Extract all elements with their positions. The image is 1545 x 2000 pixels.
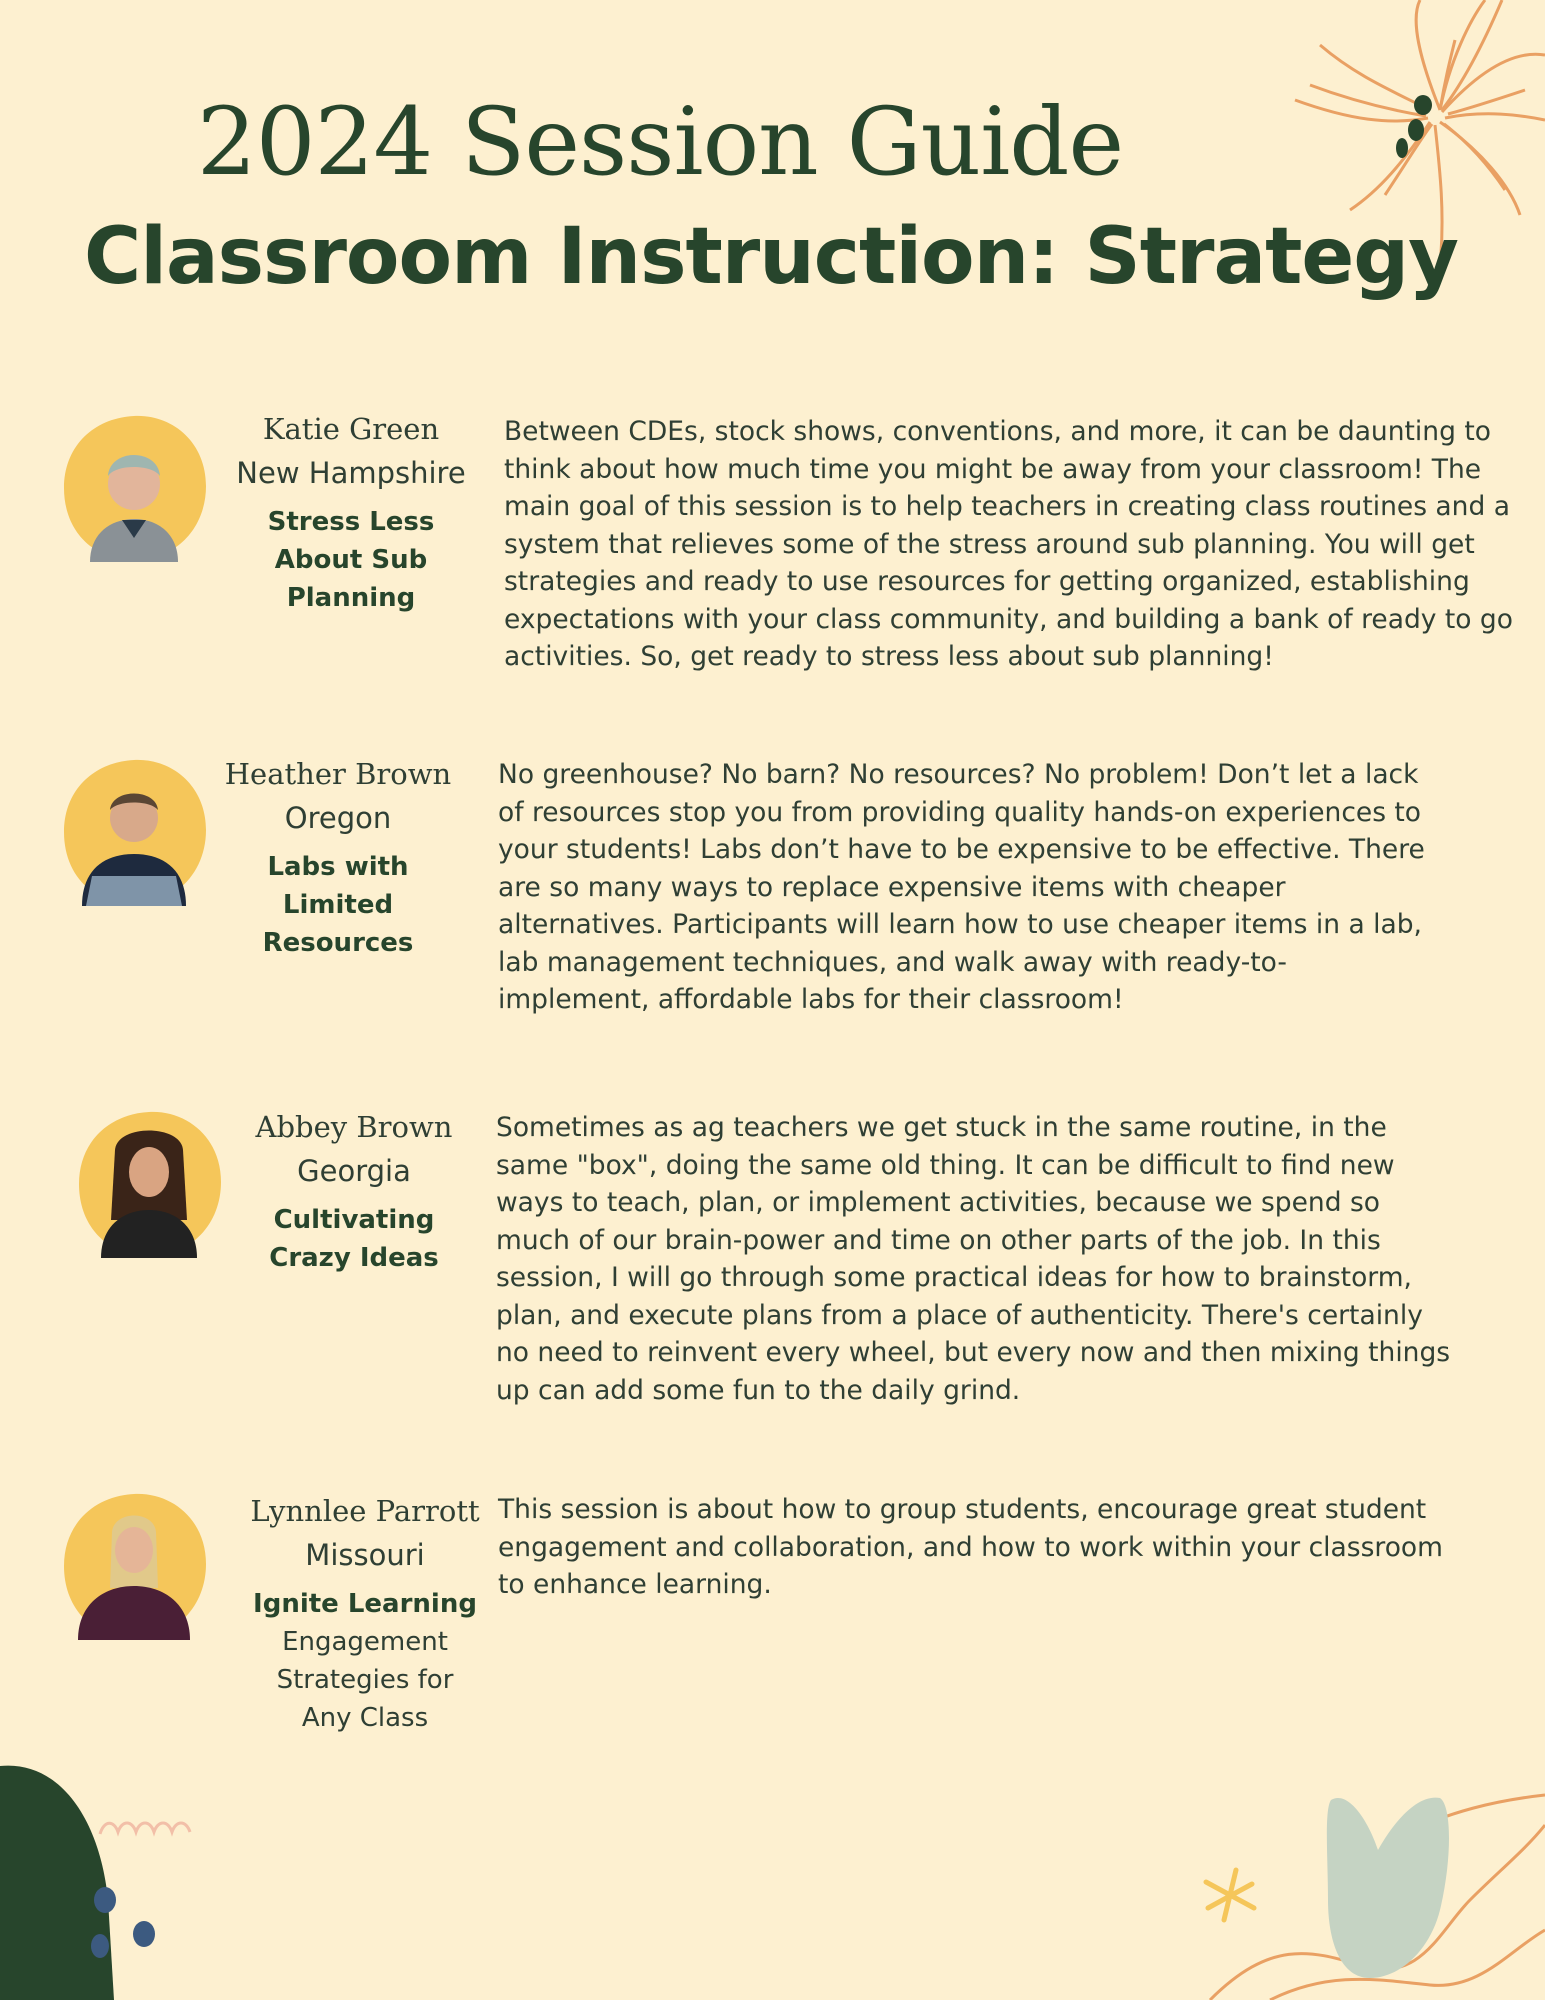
leaf-decoration-icon [1190, 1780, 1545, 2000]
session-title: Labs with Limited Resources [262, 852, 414, 958]
speaker-info [212, 752, 464, 962]
session-description: Sometimes as ag teachers we get stuck in the same routine, in the same "box", doing the same old thing. It can be difficult to find new ways to teach, plan, or implement activities, because we spend so much of our brain-power and time on other parts of the job. In this session, I will go through some practical ideas for how to brainstorm, plan, and execute plans from a place of authenticity. There's certainly no need to reinvent every wheel, but every now and then mixing things up can add some fun to the daily grind. [496, 1112, 1451, 1406]
speaker-name: Heather Brown [224, 757, 452, 791]
speaker-name: Lynnlee Parrott [250, 1494, 480, 1528]
session-description: Between CDEs, stock shows, conventions, and more, it can be daunting to think about how much time you might be away from your classroom! The main goal of this session is to help teachers in creating class routines and a system that relieves some of the stress around sub planning. You will get strategies and ready to use resources for getting organized, establishing expectations with your class community, and building a bank of ready to go activities. So, get ready to stress less about sub planning! [504, 416, 1513, 672]
avatar [60, 414, 208, 562]
page-subtitle: Classroom Instruction: Strategy [84, 212, 1458, 302]
speaker-name: Abbey Brown [255, 1110, 453, 1144]
speaker-state: Missouri [305, 1538, 425, 1572]
session-title: Stress Less About Sub Planning [267, 507, 435, 613]
session-subtitle: Engagement Strategies for Any Class [276, 1627, 454, 1733]
avatar [60, 1492, 208, 1640]
session-description: No greenhouse? No barn? No resources? No problem! Don’t let a lack of resources stop you from providing quality hands-on experiences to your students! Labs don’t have to be expensive to be effective. There are so many ways to replace expensive items with cheaper alternatives. Participants will learn how to use cheaper items in a lab, lab management techniques, and walk away with ready-to-implement, affordable labs for their classroom! [498, 759, 1425, 1015]
avatar [75, 1110, 223, 1258]
speaker-info [228, 1105, 480, 1277]
page-title: 2024 Session Guide [196, 88, 1124, 197]
speaker-name: Katie Green [262, 412, 440, 446]
speaker-state: Oregon [284, 801, 392, 835]
speaker-state: Georgia [297, 1154, 411, 1188]
session-title: Cultivating Crazy Ideas [269, 1205, 439, 1273]
avatar [60, 758, 208, 906]
speaker-state: New Hampshire [236, 456, 466, 490]
speaker-info [239, 1489, 491, 1737]
blob-decoration-icon [0, 1760, 200, 2000]
session-description: This session is about how to group students, encourage great student engagement and collaboration, and how to work within your classroom to enhance learning. [498, 1494, 1443, 1600]
speaker-info [225, 407, 477, 617]
session-title: Ignite Learning [253, 1589, 477, 1619]
